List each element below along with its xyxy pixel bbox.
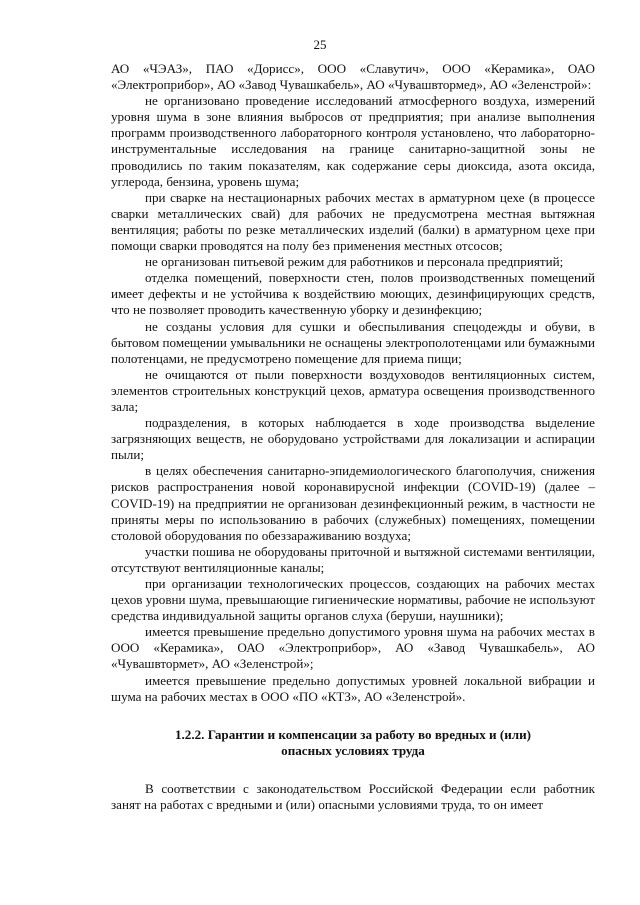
paragraph-dust-aspiration: подразделения, в которых наблюдается в ходе производства выделение загрязняющих веществ, не оборудовано устройствами для локализации и аспирации пыли; (111, 415, 595, 463)
section-heading-line-1: 1.2.2. Гарантии и компенсации за работу во вредных и (или) (174, 726, 532, 742)
paragraph-air-research: не организовано проведение исследований атмосферного воздуха, измерений уровня шума в зоне влияния выбросов от предприятия; при анализе выполнения программ производственного лабораторного контроля установлено, что лабораторно-инструментальные исследования на границе санитарно-защитной зоны не проводились по таким показателям, как содержание серы диоксида, азота оксида, углерода, бензина, уровень шума; (111, 93, 595, 189)
paragraph-noise-excess: имеется превышение предельно допустимого уровня шума на рабочих местах в ООО «Керамика», ОАО «Электроприбор», АО «Завод Чувашкабель», АО «Чувашвтормет», АО «Зеленстрой»; (111, 624, 595, 672)
paragraph-sewing-ventilation: участки пошива не оборудованы приточной и вытяжной системами вентиляции, отсутствуют вентиляционные каналы; (111, 543, 595, 575)
paragraph-closing: В соответствии с законодательством Российской Федерации если работник занят на работах с вредными и (или) опасными условиями труда, то он имеет (111, 780, 595, 813)
paragraph-workwear-drying: не созданы условия для сушки и обеспыливания спецодежды и обуви, в бытовом помещении умывальники не оснащены электрополотенцами или бумажными полотенцами, не предусмотрено помещение для приема пищи; (111, 318, 595, 366)
paragraph-hearing-protection: при организации технологических процессов, создающих на рабочих местах цехов уровни шума, превышающие гигиенические нормативы, рабочие не используют средства индивидуальной защиты органов слуха (беруши, наушники); (111, 576, 595, 624)
paragraph-covid-disinfection: в целях обеспечения санитарно-эпидемиологического благополучия, снижения рисков распространения новой коронавирусной инфекции (COVID-19) (далее – COVID-19) на предприятии не организован дезинфекционный режим, в частности не приняты меры по использованию в рабочих (служебных) помещениях, помещении столовой оборудования по обеззараживанию воздуха; (111, 463, 595, 543)
section-heading-line-2: опасных условиях труда (281, 742, 425, 758)
paragraph-company-list: АО «ЧЭАЗ», ПАО «Дорисс», ООО «Славутич», ООО «Керамика», ОАО «Электроприбор», АО «Завод Чувашкабель», АО «Чувашвтормед», АО «Зеленстрой»: (111, 61, 595, 93)
paragraph-vibration-excess: имеется превышение предельно допустимых уровней локальной вибрации и шума на рабочих местах в ООО «ПО «КТЗ», АО «Зеленстрой». (111, 672, 595, 704)
paragraph-room-finishing: отделка помещений, поверхности стен, полов производственных помещений имеет дефекты и не устойчива к воздействию моющих, дезинфицирующих средств, что не позволяет проводить качественную уборку и дезинфекцию; (111, 270, 595, 318)
section-heading (111, 727, 595, 759)
paragraph-welding-ventilation: при сварке на нестационарных рабочих местах в арматурном цехе (в процессе сварки металлических свай) для рабочих не предусмотрена местная вытяжная вентиляция; работы по резке металлических изделий (балки) в арматурном цехе при помощи сварки проводятся на полу без применения местных отсосов; (111, 189, 595, 254)
paragraph-dust-cleaning: не очищаются от пыли поверхности воздуховодов вентиляционных систем, элементов строительных конструкций цехов, арматура освещения производственного зала; (111, 366, 595, 414)
document-body (111, 61, 595, 813)
paragraph-drinking-regime: не организован питьевой режим для работников и персонала предприятий; (145, 254, 564, 270)
page-number: 25 (313, 37, 327, 52)
